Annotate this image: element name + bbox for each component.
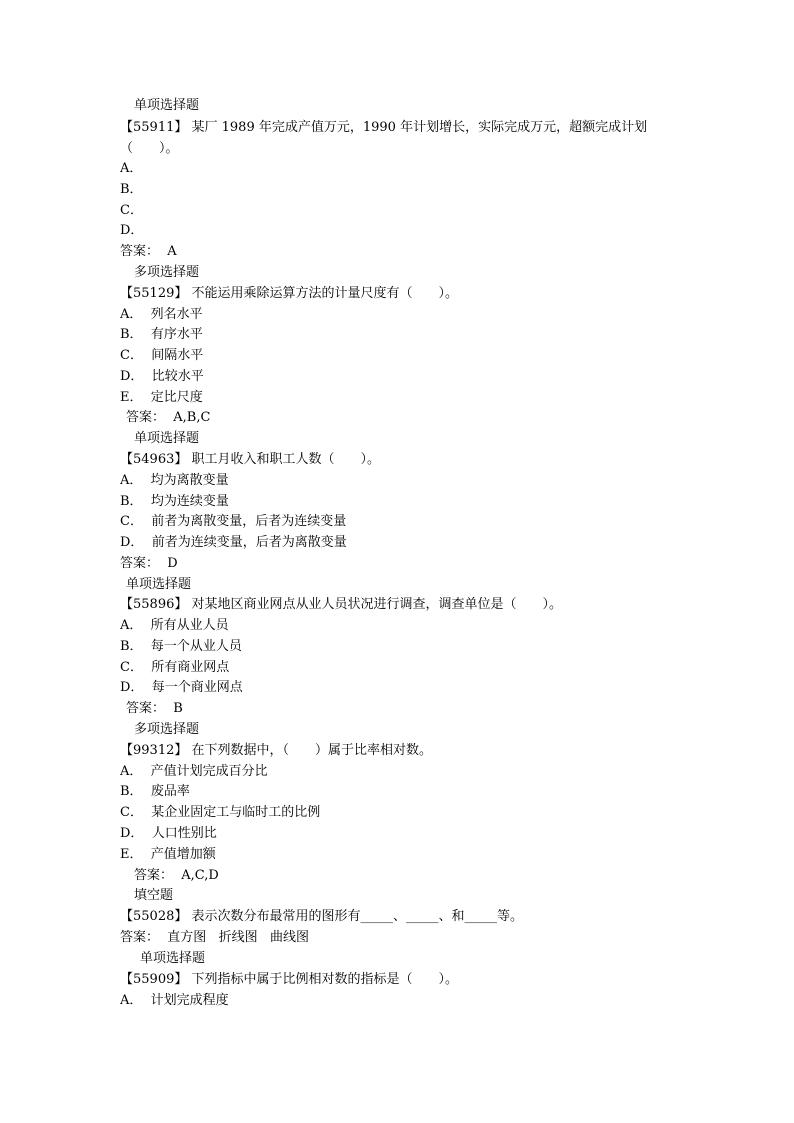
question-type: 单项选择题: [126, 577, 192, 592]
question-type: 多项选择题: [134, 722, 200, 737]
question-type: 单项选择题: [134, 98, 200, 113]
question-stem: 对某地区商业网点从业人员状况进行调查，调查单位是（ ）。: [191, 597, 563, 612]
question-stem: 不能运用乘除运算方法的计量尺度有（ ）。: [191, 286, 459, 301]
option: C． 所有商业网点: [120, 660, 230, 675]
option: D． 前者为连续变量，后者为离散变量: [120, 535, 347, 550]
option: A．: [120, 161, 143, 176]
option: B．: [120, 182, 143, 197]
question-id: 【55909】: [120, 972, 188, 987]
answer: 答案： 直方图 折线图 曲线图: [120, 930, 310, 945]
option: D． 每一个商业网点: [120, 680, 243, 695]
question-type: 多项选择题: [134, 265, 200, 280]
option: E． 产值增加额: [120, 847, 216, 862]
option: B． 均为连续变量: [120, 494, 229, 509]
question-stem-line: [120, 450, 380, 470]
question-stem: 下列指标中属于比例相对数的指标是（ ）。: [191, 972, 459, 987]
question-stem-line: [120, 595, 562, 615]
question-id: 【54963】: [120, 452, 188, 467]
option: E． 定比尺度: [120, 390, 203, 405]
question-id: 【55129】: [120, 286, 188, 301]
option: C． 间隔水平: [120, 348, 204, 363]
answer: 答案： A,C,D: [134, 868, 219, 883]
question-stem-line: [120, 118, 647, 138]
question-stem-line: [120, 284, 458, 304]
question-stem-line: [120, 907, 523, 927]
question-type: 填空题: [134, 888, 174, 903]
option: B． 有序水平: [120, 327, 203, 342]
option: A． 产值计划完成百分比: [120, 764, 268, 779]
question-stem: 某厂 1989 年完成产值万元，1990 年计划增长，实际完成万元，超额完成计划: [191, 120, 648, 135]
question-id: 【99312】: [120, 743, 188, 758]
option: A． 所有从业人员: [120, 618, 229, 633]
question-stem-line: [120, 741, 432, 761]
answer: 答案： A: [120, 244, 177, 259]
option: B． 废品率: [120, 784, 190, 799]
question-stem: 在下列数据中，（ ）属于比率相对数。: [191, 743, 433, 758]
question-id: 【55028】: [120, 909, 188, 924]
question-stem: 职工月收入和职工人数（ ）。: [191, 452, 381, 467]
option: D． 比较水平: [120, 369, 204, 384]
option: B． 每一个从业人员: [120, 639, 242, 654]
answer: 答案： A,B,C: [126, 410, 211, 425]
option: A． 均为离散变量: [120, 473, 229, 488]
question-stem-continued: （ ）。: [120, 141, 179, 156]
option: A． 计划完成程度: [120, 993, 229, 1008]
question-stem-line: [120, 970, 458, 990]
question-type: 单项选择题: [140, 951, 206, 966]
question-type: 单项选择题: [134, 431, 200, 446]
option: D． 人口性别比: [120, 826, 217, 841]
answer: 答案： D: [120, 556, 178, 571]
option: C． 前者为离散变量，后者为连续变量: [120, 514, 347, 529]
answer: 答案： B: [126, 701, 183, 716]
option: D．: [120, 223, 144, 238]
option: C． 某企业固定工与临时工的比例: [120, 805, 321, 820]
option: A． 列名水平: [120, 307, 203, 322]
option: C．: [120, 203, 143, 218]
question-id: 【55896】: [120, 597, 188, 612]
question-id: 【55911】: [120, 120, 188, 135]
question-stem: 表示次数分布最常用的图形有_____、_____、和_____等。: [191, 909, 524, 924]
